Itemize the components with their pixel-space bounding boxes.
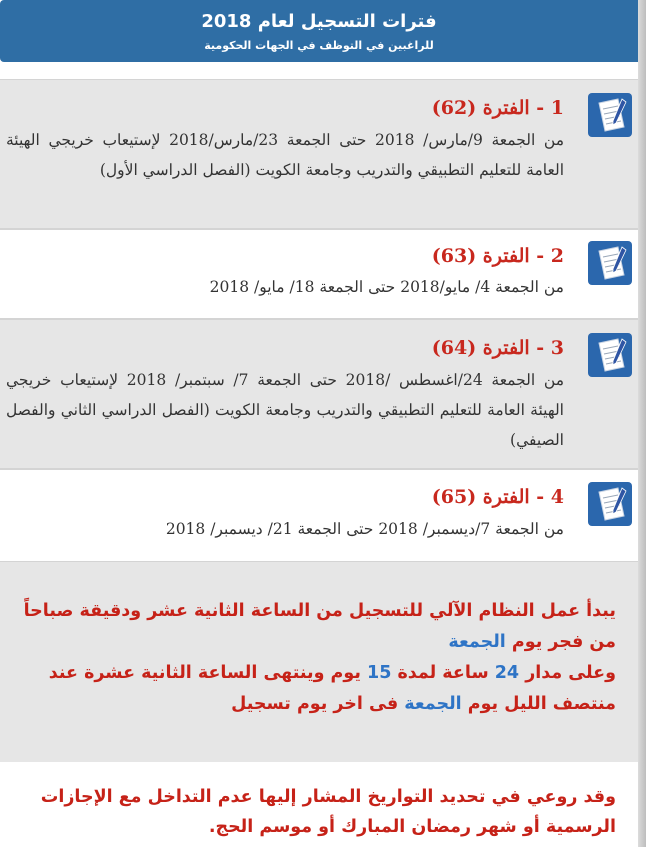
right-edge-strip [638, 0, 646, 847]
document-pencil-icon [588, 333, 632, 377]
period-title: 4 - الفترة (65) [431, 486, 564, 508]
notice-day-highlight: الجمعة [448, 632, 506, 652]
document-pencil-icon [588, 241, 632, 285]
notice-text: فى اخر يوم تسجيل [231, 694, 399, 714]
period-title: 1 - الفترة (62) [431, 97, 564, 119]
period-description: من الجمعة 4/ مايو/2018 حتى الجمعة 18/ مايو/ 2018 [209, 278, 564, 296]
document-pencil-icon [588, 93, 632, 137]
notice-days-highlight: 15 [367, 663, 392, 683]
period-item-65[interactable] [0, 469, 638, 562]
period-item-63[interactable] [0, 229, 638, 319]
period-description: من الجمعة 7/ديسمبر/ 2018 حتى الجمعة 21/ ديسمبر/ 2018 [165, 520, 564, 538]
header-banner [0, 0, 638, 62]
period-item-64[interactable] [0, 319, 638, 469]
notice-text: يوم وينتهى الساعة الثانية عشرة عند منتصف الليل يوم [48, 663, 616, 714]
notice-day-highlight: الجمعة [404, 694, 462, 714]
notice-text: يبدأ عمل النظام الآلي للتسجيل من الساعة الثانية عشر ودقيقة صباحاً من فجر يوم [23, 601, 616, 652]
period-description: من الجمعة 9/مارس/ 2018 حتى الجمعة 23/مارس/2018 لإستيعاب خريجي الهيئة العامة للتعليم التطبيقي والتدريب وجامعة الكويت (الفصل الدراسي الأول) [6, 131, 565, 179]
period-description: من الجمعة 24/اغسطس /2018 حتى الجمعة 7/ سبتمبر/ 2018 لإستيعاب خريجي الهيئة العامة للتعليم التطبيقي والتدريب وجامعة الكويت (الفصل الدراسي الثاني والفصل الصيفي) [6, 371, 564, 449]
notice-hours-highlight: 24 [494, 663, 520, 683]
notice-text: ساعة لمدة [397, 663, 489, 683]
period-item-62[interactable] [0, 79, 638, 229]
period-title: 3 - الفترة (64) [431, 337, 564, 359]
header-title: فترات التسجيل لعام 2018 [201, 11, 437, 32]
document-pencil-icon [588, 482, 632, 526]
period-title: 2 - الفترة (63) [431, 245, 564, 267]
system-start-notice [0, 562, 638, 762]
footer-text: وقد روعي في تحديد التواريخ المشار إليها عدم التداخل مع الإجازات الرسمية أو شهر رمضان المبارك أو موسم الحج. [40, 787, 616, 837]
notice-text: وعلى مدار [525, 663, 616, 683]
holidays-note [0, 762, 638, 847]
header-subtitle: للراغبين في التوظف في الجهات الحكومية [204, 39, 434, 52]
